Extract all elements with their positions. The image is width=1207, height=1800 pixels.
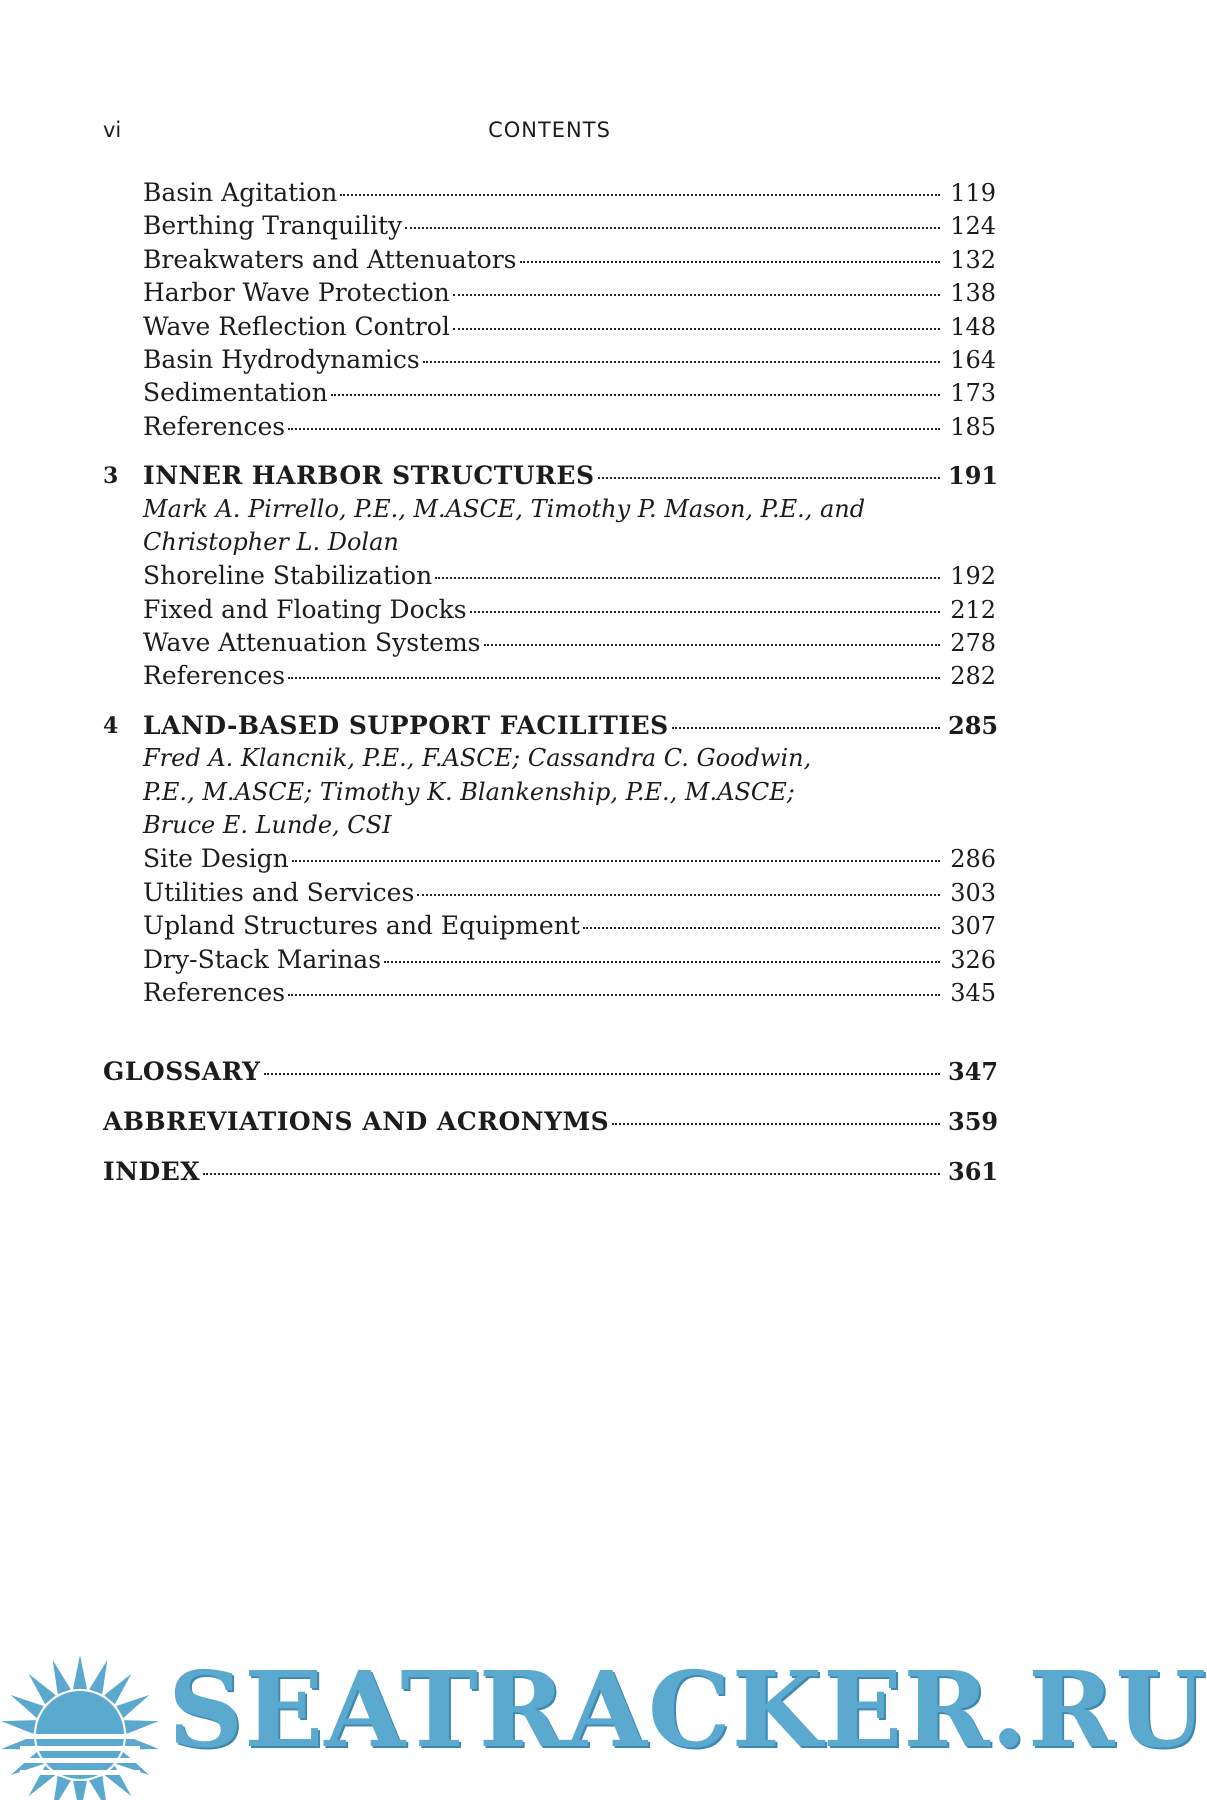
toc-entry[interactable]: Basin Hydrodynamics 164 <box>143 344 996 374</box>
running-head <box>103 118 996 148</box>
chapter-number: 3 <box>103 463 119 490</box>
page-title: CONTENTS <box>488 118 611 142</box>
toc-entry[interactable]: Wave Attenuation Systems 278 <box>143 628 996 658</box>
toc-entry[interactable]: Basin Agitation 119 <box>143 178 996 207</box>
toc-entry[interactable]: Sedimentation 173 <box>143 378 996 408</box>
chapter-authors: Mark A. Pirrello, P.E., M.ASCE, Timothy P. Mason, P.E., and <box>143 494 866 523</box>
chapter-title: INNER HARBOR STRUCTURES <box>143 461 595 491</box>
toc-entry[interactable]: Shoreline Stabilization 192 <box>143 561 996 591</box>
watermark-text: SEATRACKER.RU <box>168 1648 1207 1771</box>
toc-entry[interactable]: Site Design 286 <box>143 844 996 874</box>
backmatter-entry[interactable]: ABBREVIATIONS AND ACRONYMS 359 <box>103 1107 999 1137</box>
toc-entry[interactable]: Upland Structures and Equipment 307 <box>143 911 996 941</box>
toc-entry[interactable]: Breakwaters and Attenuators 132 <box>143 244 996 274</box>
toc-entry[interactable]: Utilities and Services 303 <box>143 877 996 907</box>
chapter-number: 4 <box>103 712 119 739</box>
backmatter <box>103 1057 999 1207</box>
chapter-authors: Bruce E. Lunde, CSI <box>143 811 392 840</box>
backmatter-entry[interactable]: GLOSSARY 347 <box>103 1057 999 1087</box>
toc-entry[interactable]: Berthing Tranquility 124 <box>143 211 996 241</box>
page-folio: vi <box>103 118 122 142</box>
toc-entry[interactable]: Dry-Stack Marinas 326 <box>143 944 996 974</box>
toc-entry[interactable]: References 185 <box>143 411 996 441</box>
toc-entry[interactable]: References 282 <box>143 661 996 691</box>
toc-entry[interactable]: Harbor Wave Protection 138 <box>143 278 996 308</box>
chapter-authors: P.E., M.ASCE; Timothy K. Blankenship, P.E., M.ASCE; <box>143 777 795 806</box>
chapter-page: 191 <box>948 461 999 491</box>
chapter-heading[interactable] <box>103 710 999 744</box>
backmatter-entry[interactable]: INDEX 361 <box>103 1157 999 1187</box>
chapter-page: 285 <box>948 710 999 740</box>
chapter-heading[interactable] <box>103 461 999 494</box>
toc-entry[interactable]: References 345 <box>143 977 996 1007</box>
table-of-contents <box>103 178 999 1207</box>
toc-entry[interactable]: Fixed and Floating Docks 212 <box>143 594 996 624</box>
chapter-authors: Fred A. Klancnik, P.E., F.ASCE; Cassandra C. Goodwin, <box>143 744 812 773</box>
chapter-authors: Christopher L. Dolan <box>143 527 399 556</box>
toc-entry[interactable]: Wave Reflection Control 148 <box>143 311 996 341</box>
chapter-title: LAND-BASED SUPPORT FACILITIES <box>143 710 669 740</box>
